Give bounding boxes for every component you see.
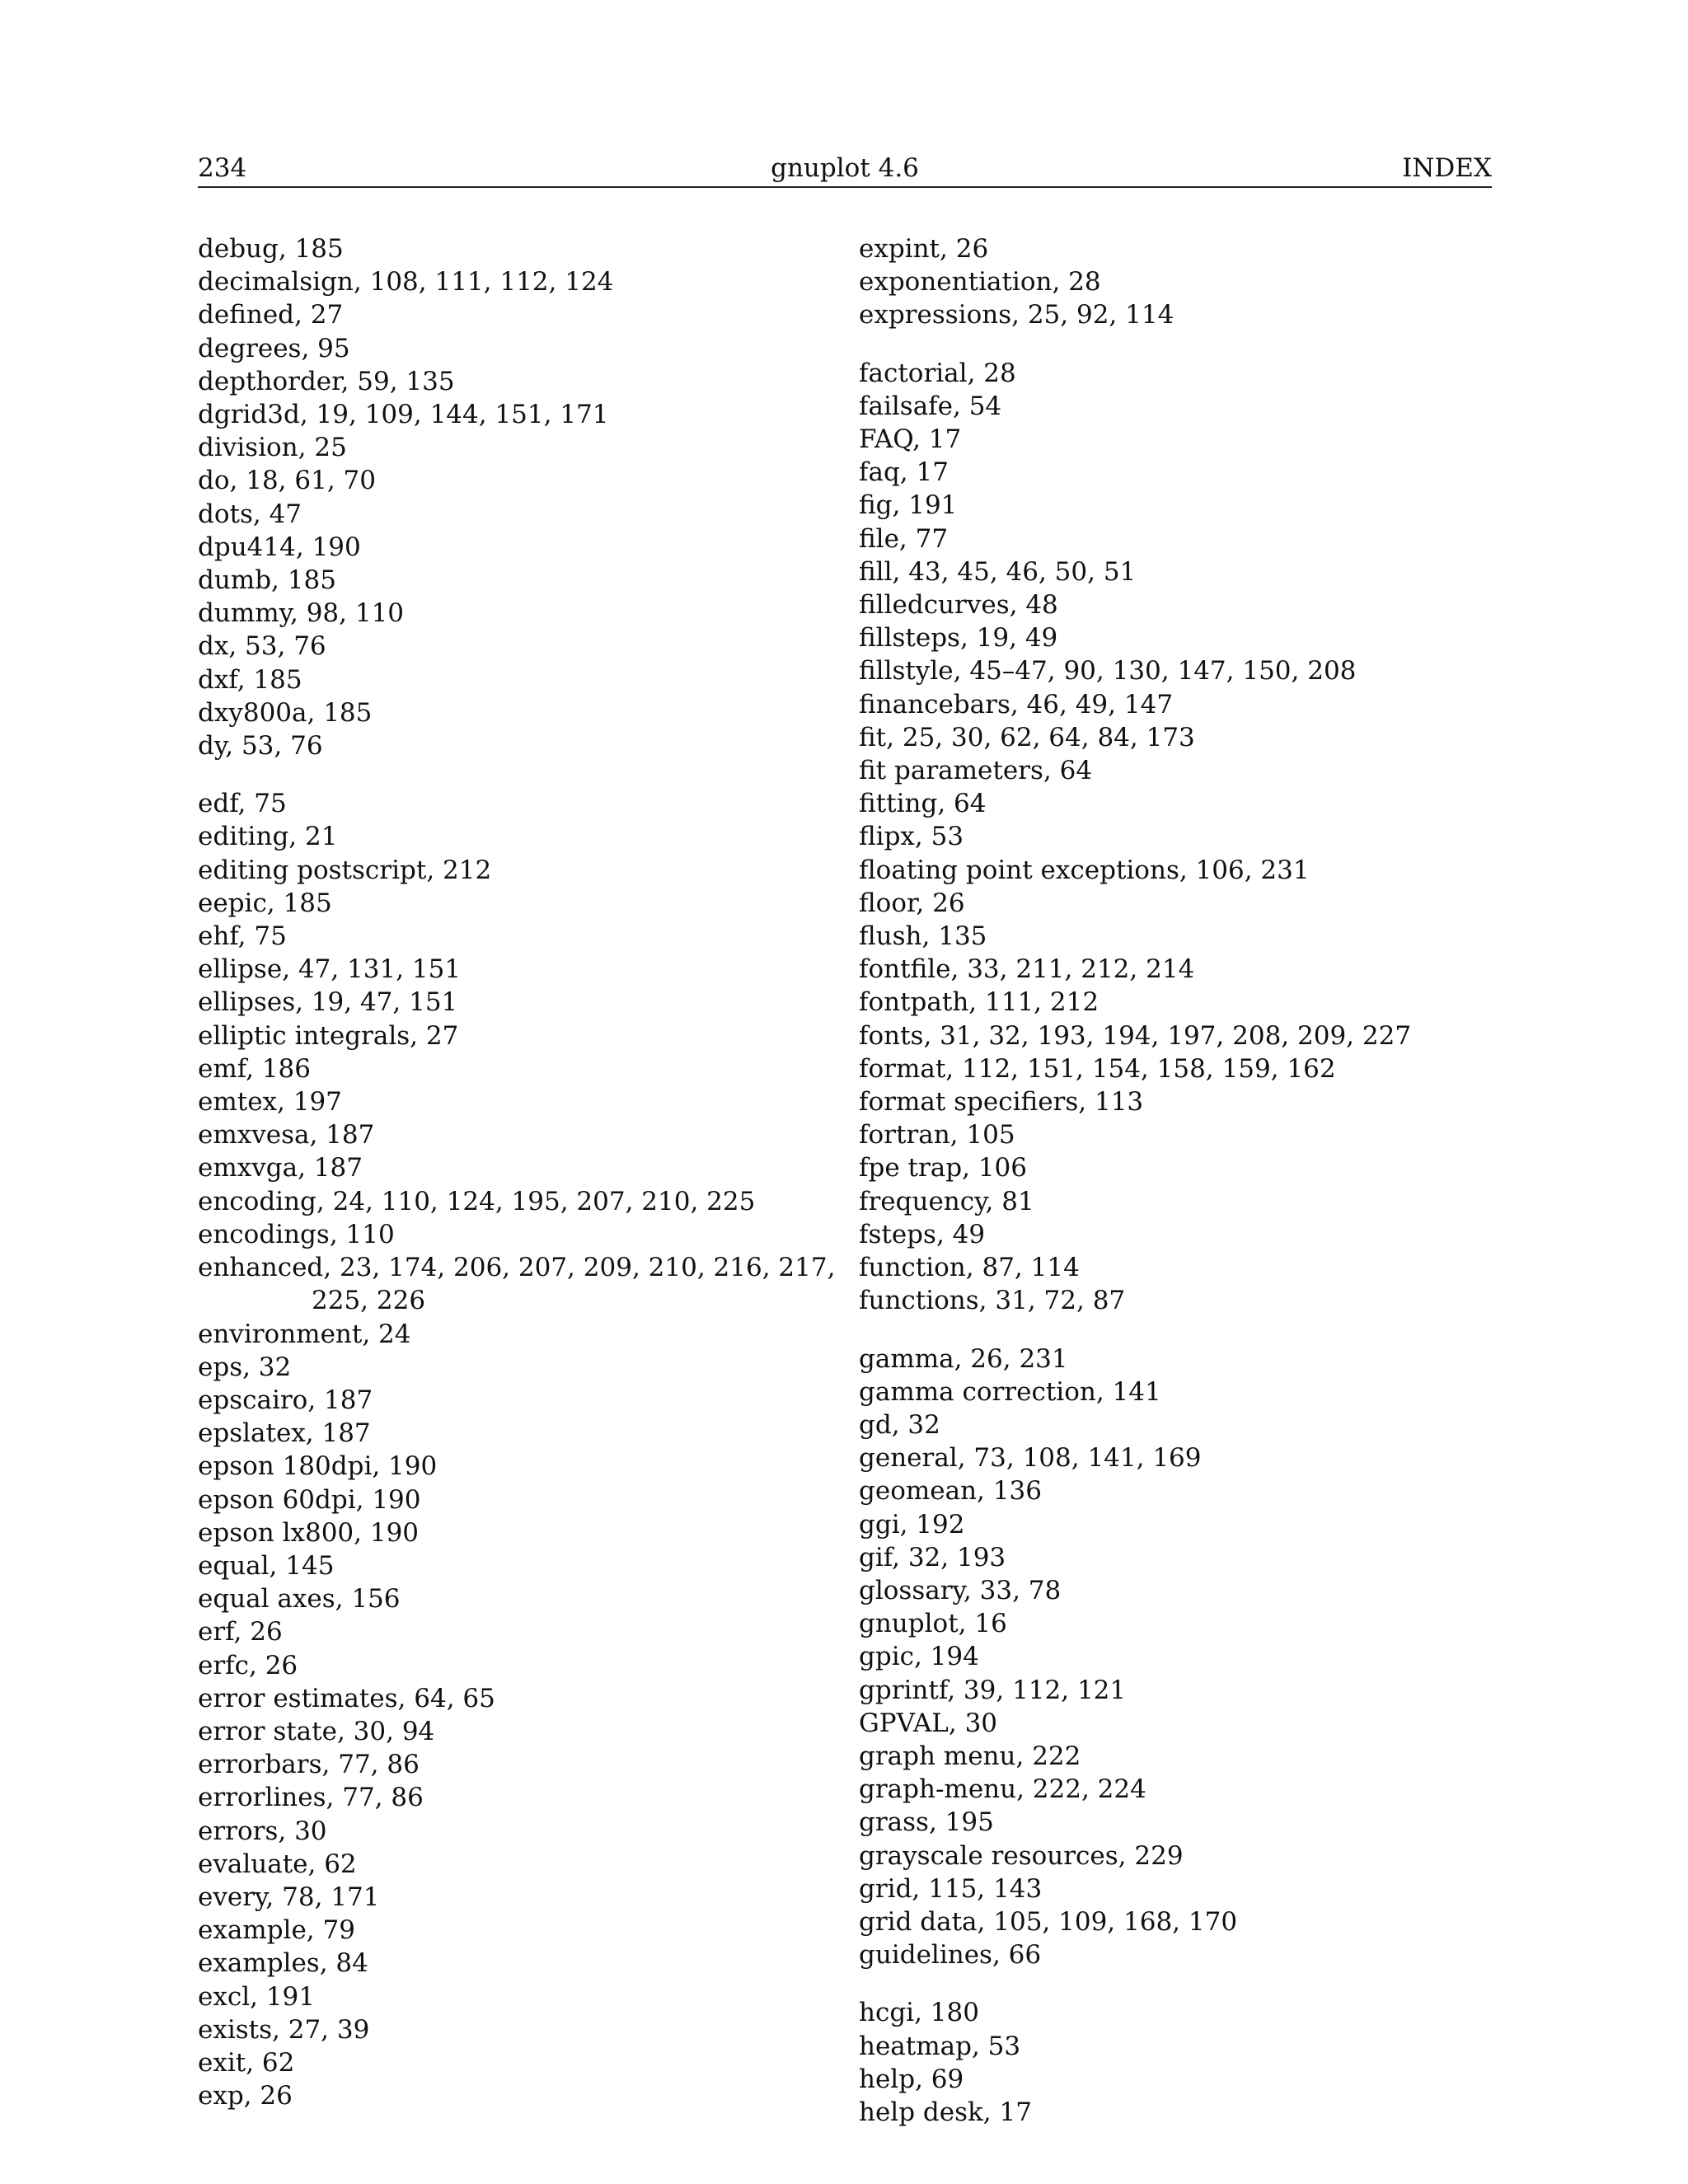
index-entry: emf, 186 (198, 1053, 311, 1084)
index-entry: gnuplot, 16 (859, 1609, 1007, 1639)
running-title: gnuplot 4.6 (771, 153, 919, 183)
index-entry: grid data, 105, 109, 168, 170 (859, 1906, 1238, 1937)
index-entry: environment, 24 (198, 1319, 411, 1349)
index-entry: ggi, 192 (859, 1509, 965, 1540)
index-entry: fitting, 64 (859, 789, 987, 819)
index-entry: evaluate, 62 (198, 1849, 357, 1879)
index-entry: editing, 21 (198, 822, 338, 852)
index-entry: dgrid3d, 19, 109, 144, 151, 171 (198, 400, 609, 430)
index-entry: dxy800a, 185 (198, 697, 373, 728)
index-entry: gpic, 194 (859, 1642, 979, 1672)
index-entry: expint, 26 (859, 234, 989, 264)
index-column-left (198, 232, 841, 2112)
index-entry: epson 180dpi, 190 (198, 1451, 438, 1482)
index-entry: faq, 17 (859, 457, 949, 488)
index-entry: ellipses, 19, 47, 151 (198, 987, 458, 1018)
index-entry: format, 112, 151, 154, 158, 159, 162 (859, 1053, 1336, 1084)
index-letter-group (859, 1996, 1502, 2129)
index-entry: editing postscript, 212 (198, 855, 492, 885)
index-entry: exponentiation, 28 (859, 267, 1101, 298)
index-entry: dx, 53, 76 (198, 631, 326, 662)
index-entry: encoding, 24, 110, 124, 195, 207, 210, 225 (198, 1186, 756, 1216)
index-entry: exp, 26 (198, 2081, 293, 2111)
index-entry: help, 69 (859, 2064, 964, 2094)
index-entry: emxvga, 187 (198, 1153, 363, 1183)
page-number: 234 (198, 153, 247, 183)
index-entry: elliptic integrals, 27 (198, 1020, 459, 1051)
index-entry: dxf, 185 (198, 664, 302, 695)
index-entry: depthorder, 59, 135 (198, 366, 455, 396)
index-entry: defined, 27 (198, 300, 344, 330)
index-entry: gprintf, 39, 112, 121 (859, 1675, 1127, 1705)
index-entry: encodings, 110 (198, 1219, 395, 1249)
index-entry: flipx, 53 (859, 822, 964, 852)
index-entry: fig, 191 (859, 490, 958, 521)
index-entry: flush, 135 (859, 921, 987, 952)
index-entry: epslatex, 187 (198, 1418, 371, 1449)
index-entry: fillsteps, 19, 49 (859, 623, 1058, 654)
index-entry: fontfile, 33, 211, 212, 214 (859, 954, 1195, 985)
index-entry: every, 78, 171 (198, 1882, 380, 1912)
index-entry: functions, 31, 72, 87 (859, 1286, 1126, 1316)
index-entry: epson 60dpi, 190 (198, 1484, 421, 1515)
index-entry: decimalsign, 108, 111, 112, 124 (198, 267, 614, 298)
page-header (198, 150, 1492, 188)
index-entry: general, 73, 108, 141, 169 (859, 1443, 1202, 1474)
index-entry: equal, 145 (198, 1550, 335, 1581)
index-entry: erfc, 26 (198, 1650, 298, 1680)
index-entry: example, 79 (198, 1915, 355, 1946)
index-entry: FAQ, 17 (859, 424, 962, 455)
index-entry: examples, 84 (198, 1948, 368, 1979)
index-entry: dumb, 185 (198, 565, 336, 596)
index-entry: glossary, 33, 78 (859, 1575, 1062, 1605)
index-entry: excl, 191 (198, 1981, 315, 2012)
index-entry: floor, 26 (859, 888, 965, 918)
index-entry: geomean, 136 (859, 1476, 1042, 1507)
index-entry: errorlines, 77, 86 (198, 1783, 424, 1813)
index-entry: erf, 26 (198, 1617, 283, 1647)
index-entry: fonts, 31, 32, 193, 194, 197, 208, 209, 227 (859, 1020, 1412, 1051)
index-entry: fontpath, 111, 212 (859, 987, 1100, 1018)
index-entry: eps, 32 (198, 1352, 292, 1382)
index-entry: grayscale resources, 229 (859, 1840, 1184, 1871)
index-letter-group (198, 787, 841, 2112)
index-entry: factorial, 28 (859, 358, 1016, 388)
index-entry: dummy, 98, 110 (198, 598, 405, 629)
index-entry: graph-menu, 222, 224 (859, 1774, 1146, 1805)
index-entry: exit, 62 (198, 2047, 295, 2078)
index-entry: grid, 115, 143 (859, 1873, 1043, 1904)
index-entry: graph menu, 222 (859, 1741, 1081, 1771)
index-entry: failsafe, 54 (859, 391, 1002, 421)
index-entry: epscairo, 187 (198, 1385, 373, 1415)
index-letter-group (859, 357, 1502, 1318)
index-entry: filledcurves, 48 (859, 590, 1058, 621)
index-entry: frequency, 81 (859, 1186, 1034, 1216)
index-entry: dots, 47 (198, 499, 302, 529)
index-entry: help desk, 17 (859, 2097, 1032, 2127)
index-entry: epson lx800, 190 (198, 1517, 420, 1548)
index-entry: eepic, 185 (198, 888, 332, 918)
index-entry: gif, 32, 193 (859, 1542, 1006, 1572)
index-entry: gd, 32 (859, 1409, 940, 1440)
index-letter-group (198, 232, 841, 762)
index-entry: degrees, 95 (198, 333, 350, 363)
index-letter-group (859, 1343, 1502, 1972)
index-entry: GPVAL, 30 (859, 1708, 998, 1738)
index-entry: errors, 30 (198, 1816, 327, 1846)
section-title: INDEX (1402, 153, 1492, 183)
index-entry: guidelines, 66 (859, 1940, 1042, 1971)
index-entry: floating point exceptions, 106, 231 (859, 855, 1310, 885)
index-entry: expressions, 25, 92, 114 (859, 300, 1175, 330)
index-column-right (859, 232, 1502, 2129)
index-entry: division, 25 (198, 433, 347, 463)
index-entry: dpu414, 190 (198, 532, 361, 562)
index-entry: fit parameters, 64 (859, 756, 1093, 786)
index-entry: emtex, 197 (198, 1087, 342, 1118)
index-entry: do, 18, 61, 70 (198, 466, 376, 496)
index-entry: hcgi, 180 (859, 1998, 979, 2028)
index-entry: format specifiers, 113 (859, 1087, 1144, 1118)
index-entry: ellipse, 47, 131, 151 (198, 954, 462, 985)
index-entry: financebars, 46, 49, 147 (859, 689, 1174, 719)
index-entry: dy, 53, 76 (198, 731, 323, 762)
index-letter-group (859, 232, 1502, 332)
index-entry: enhanced, 23, 174, 206, 207, 209, 210, 216, 217, 225, 226 (198, 1253, 836, 1316)
index-entry: exists, 27, 39 (198, 2014, 370, 2045)
index-entry: error state, 30, 94 (198, 1716, 435, 1746)
index-entry: fpe trap, 106 (859, 1153, 1027, 1183)
index-entry: fsteps, 49 (859, 1219, 986, 1249)
index-entry: edf, 75 (198, 789, 287, 819)
index-entry: fit, 25, 30, 62, 64, 84, 173 (859, 722, 1195, 752)
index-entry: ehf, 75 (198, 921, 287, 952)
index-entry: debug, 185 (198, 234, 344, 264)
index-entry: grass, 195 (859, 1807, 994, 1838)
index-entry: error estimates, 64, 65 (198, 1683, 495, 1713)
index-entry: file, 77 (859, 523, 949, 554)
index-entry: equal axes, 156 (198, 1584, 401, 1615)
index-entry: gamma correction, 141 (859, 1376, 1161, 1407)
index-entry: gamma, 26, 231 (859, 1343, 1068, 1374)
index-entry: emxvesa, 187 (198, 1120, 375, 1151)
index-entry: fill, 43, 45, 46, 50, 51 (859, 556, 1137, 587)
index-entry: fillstyle, 45–47, 90, 130, 147, 150, 208 (859, 656, 1357, 687)
index-entry: errorbars, 77, 86 (198, 1750, 420, 1780)
index-entry: function, 87, 114 (859, 1253, 1080, 1283)
index-entry: fortran, 105 (859, 1120, 1015, 1151)
index-entry: heatmap, 53 (859, 2031, 1021, 2061)
